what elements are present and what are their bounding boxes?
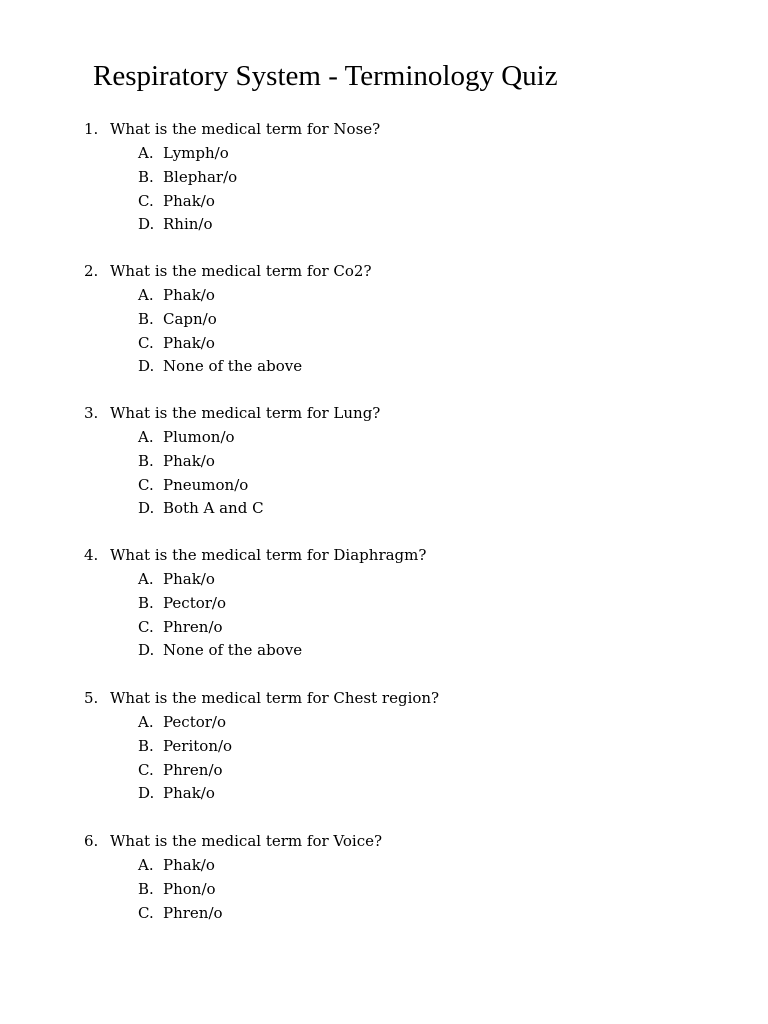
question-text: What is the medical term for Voice? xyxy=(110,832,383,850)
question-number: 6. xyxy=(84,832,99,850)
option-letter: B. xyxy=(138,879,154,898)
option-letter: D. xyxy=(138,499,155,518)
option-letter: C. xyxy=(138,617,154,636)
question-text: What is the medical term for Co2? xyxy=(110,262,372,280)
option-letter: D. xyxy=(138,357,155,376)
question-text: What is the medical term for Lung? xyxy=(110,404,381,422)
option-text: Phren/o xyxy=(163,760,223,779)
question-text: What is the medical term for Diaphragm? xyxy=(110,546,427,564)
option-text: Phak/o xyxy=(163,570,215,588)
option-text: Pneumon/o xyxy=(163,475,249,494)
option-text: Phak/o xyxy=(163,286,215,304)
option-letter: C. xyxy=(138,333,154,352)
option-letter: D. xyxy=(138,641,155,660)
question-text: What is the medical term for Nose? xyxy=(110,120,381,138)
option-text: Phak/o xyxy=(163,856,215,874)
option-letter: D. xyxy=(138,784,155,803)
option-text: Phak/o xyxy=(163,784,215,803)
option-letter: A. xyxy=(138,286,154,304)
option-letter: A. xyxy=(138,570,154,588)
option-text: Pector/o xyxy=(163,593,227,612)
option-text: Blephar/o xyxy=(163,167,238,186)
option-text: Rhin/o xyxy=(163,215,213,234)
option-letter: C. xyxy=(138,475,154,494)
option-text: Phren/o xyxy=(163,617,223,636)
page-title: Respiratory System - Terminology Quiz xyxy=(93,60,558,92)
option-text: None of the above xyxy=(163,641,303,660)
option-text: Plumon/o xyxy=(163,428,235,446)
question-number: 2. xyxy=(84,262,99,280)
option-text: Lymph/o xyxy=(163,144,229,162)
option-text: Phak/o xyxy=(163,191,215,210)
question-number: 4. xyxy=(84,546,99,564)
option-letter: C. xyxy=(138,760,154,779)
option-letter: A. xyxy=(138,428,154,446)
option-letter: C. xyxy=(138,903,154,922)
option-letter: B. xyxy=(138,167,154,186)
question-number: 1. xyxy=(84,120,99,138)
option-text: Phren/o xyxy=(163,903,223,922)
question-number: 5. xyxy=(84,689,99,707)
option-text: None of the above xyxy=(163,357,303,376)
option-letter: B. xyxy=(138,451,154,470)
option-letter: C. xyxy=(138,191,154,210)
question-number: 3. xyxy=(84,404,99,422)
option-text: Both A and C xyxy=(163,499,264,518)
option-text: Phon/o xyxy=(163,879,216,898)
option-letter: A. xyxy=(138,144,154,162)
option-letter: B. xyxy=(138,736,154,755)
option-letter: A. xyxy=(138,856,154,874)
option-text: Pector/o xyxy=(163,713,227,731)
option-text: Phak/o xyxy=(163,451,215,470)
option-letter: A. xyxy=(138,713,154,731)
option-letter: B. xyxy=(138,593,154,612)
option-letter: B. xyxy=(138,309,154,328)
option-text: Capn/o xyxy=(163,309,217,328)
option-text: Phak/o xyxy=(163,333,215,352)
option-text: Periton/o xyxy=(163,736,233,755)
question-text: What is the medical term for Chest region? xyxy=(110,689,440,707)
option-letter: D. xyxy=(138,215,155,234)
